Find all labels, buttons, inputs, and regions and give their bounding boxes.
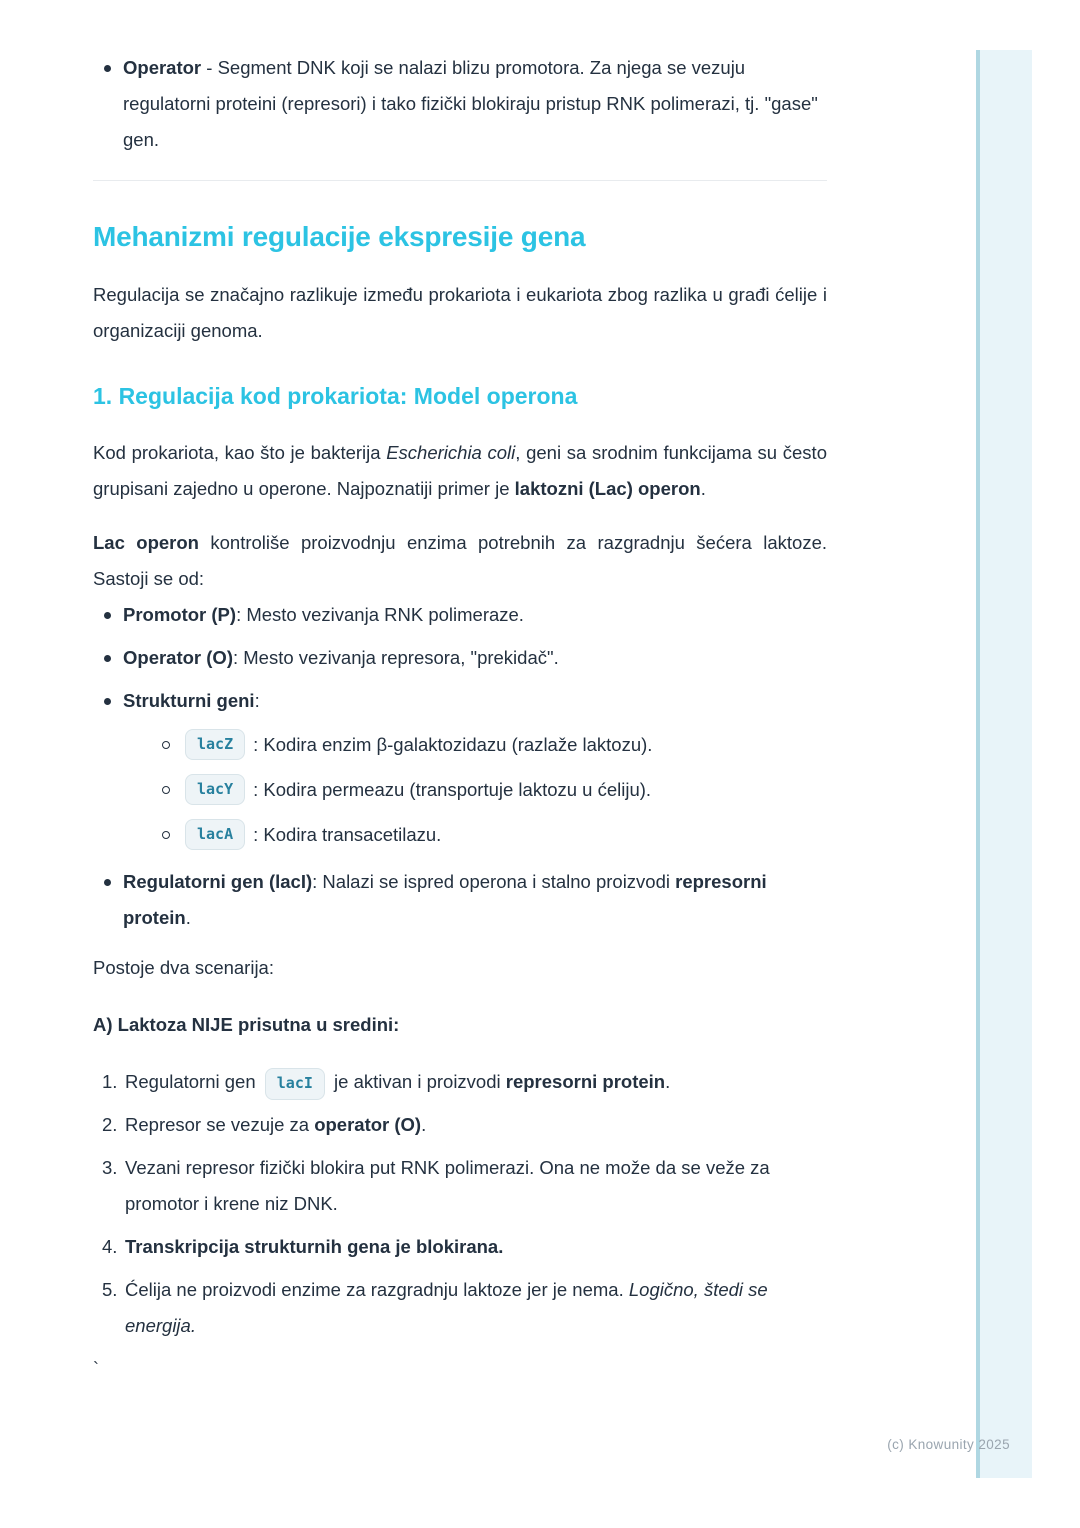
regulatory-gene-end: . — [185, 907, 191, 928]
intro-bullet-list — [93, 50, 827, 158]
step-1 — [93, 1064, 827, 1100]
structural-genes-term: Strukturni geni — [123, 690, 255, 711]
laca-text: : Kodira transacetilazu. — [253, 823, 442, 845]
stray-backtick: ` — [93, 1359, 99, 1379]
prokaryote-text-end: . — [700, 478, 706, 499]
lacy-item — [123, 767, 827, 812]
section-divider — [93, 180, 827, 181]
main-heading: Mehanizmi regulacije ekspresije gena — [93, 221, 586, 252]
operator-term: Operator — [123, 57, 202, 78]
step-3-text: Vezani represor fizički blokira put RNK polimerazi. Ona ne može da se veže za promotor i krene niz DNK. — [125, 1157, 770, 1214]
prokaryote-text-mid: , geni sa srodnim funkcijama su često grupisani zajedno u operone. Najpoznatiji primer je — [93, 442, 827, 499]
lacy-text: : Kodira permeazu (transportuje laktozu u ćeliju). — [253, 778, 652, 800]
step-1-mid: je aktivan i proizvodi — [328, 1071, 506, 1092]
promoter-item — [93, 597, 827, 633]
copyright-footer: (c) Knowunity 2025 — [887, 1437, 1010, 1452]
step-4 — [93, 1229, 827, 1265]
lac-operon-paragraph — [93, 525, 827, 597]
step-2-pre: Represor se vezuje za — [125, 1114, 315, 1135]
step-2-number: 2. — [102, 1114, 118, 1135]
lacy-code-chip: lacY — [185, 774, 245, 806]
structural-genes-item — [93, 683, 827, 857]
step-2-end: . — [421, 1114, 427, 1135]
step-2 — [93, 1107, 827, 1143]
lacz-text: : Kodira enzim β-galaktozidazu (razlaže laktozu). — [253, 733, 653, 755]
operator-o-text: : Mesto vezivanja represora, "prekidač". — [232, 647, 559, 668]
lac-operon-label: Lac operon — [93, 532, 199, 553]
prokaryote-text-pre: Kod prokariota, kao što je bakterija — [93, 442, 387, 463]
repressor-protein-term: represorni protein — [123, 871, 767, 928]
regulatory-gene-item — [93, 864, 827, 936]
document-content — [93, 0, 827, 1384]
step-1-bold: represorni protein — [505, 1071, 666, 1092]
step-5-pre: Ćelija ne proizvodi enzime za razgradnju laktoze jer je nema. — [125, 1279, 629, 1300]
step-2-bold: operator (O) — [314, 1114, 422, 1135]
operon-components-list — [93, 597, 827, 936]
step-3-number: 3. — [102, 1157, 118, 1178]
regulatory-gene-term: Regulatorni gen (lacI) — [123, 871, 313, 892]
operator-definition-item — [93, 50, 827, 158]
step-4-bold: Transkripcija strukturnih gena je blokirana. — [125, 1236, 504, 1257]
regulatory-gene-text: : Nalazi se ispred operona i stalno proizvodi — [312, 871, 676, 892]
lacz-code-chip: lacZ — [185, 729, 245, 761]
laci-code-chip: lacI — [265, 1068, 325, 1100]
laca-code-chip: lacA — [185, 819, 245, 851]
step-5-number: 5. — [102, 1279, 118, 1300]
scenarios-intro: Postoje dva scenarija: — [93, 957, 274, 978]
operator-definition-text: - Segment DNK koji se nalazi blizu promotora. Za njega se vezuju regulatorni proteini (represori) i tako fizički blokiraju pristup RNK polimerazi, tj. "gase" gen. — [123, 57, 818, 150]
step-3 — [93, 1150, 827, 1222]
regulation-intro-paragraph: Regulacija se značajno razlikuje između prokariota i eukariota zbog razlika u građi ćelije i organizaciji genoma. — [93, 284, 827, 341]
step-5-italic: Logično, štedi se energija. — [125, 1279, 768, 1336]
operator-o-term: Operator (O) — [123, 647, 233, 668]
page-edge-bar — [976, 50, 1032, 1478]
prokaryote-paragraph — [93, 435, 827, 507]
operator-item — [93, 640, 827, 676]
structural-genes-sublist — [123, 722, 827, 857]
step-5 — [93, 1272, 827, 1344]
scenario-a-title: A) Laktoza NIJE prisutna u sredini: — [93, 1014, 400, 1035]
step-1-end: . — [665, 1071, 671, 1092]
step-1-pre: Regulatorni gen — [125, 1071, 261, 1092]
laca-item — [123, 812, 827, 857]
sub-heading-prokaryotes: 1. Regulacija kod prokariota: Model operona — [93, 383, 578, 409]
species-name-italic: Escherichia coli — [386, 442, 516, 463]
lacz-item — [123, 722, 827, 767]
step-1-number: 1. — [102, 1071, 118, 1092]
lac-operon-text: kontroliše proizvodnju enzima potrebnih za razgradnju šećera laktoze. Sastoji se od: — [93, 532, 827, 589]
promoter-term: Promotor (P) — [123, 604, 237, 625]
scenario-a-steps-list — [93, 1064, 827, 1344]
structural-genes-colon: : — [254, 690, 260, 711]
lac-operon-term: laktozni (Lac) operon — [514, 478, 701, 499]
step-4-number: 4. — [102, 1236, 118, 1257]
promoter-text: : Mesto vezivanja RNK polimeraze. — [236, 604, 524, 625]
